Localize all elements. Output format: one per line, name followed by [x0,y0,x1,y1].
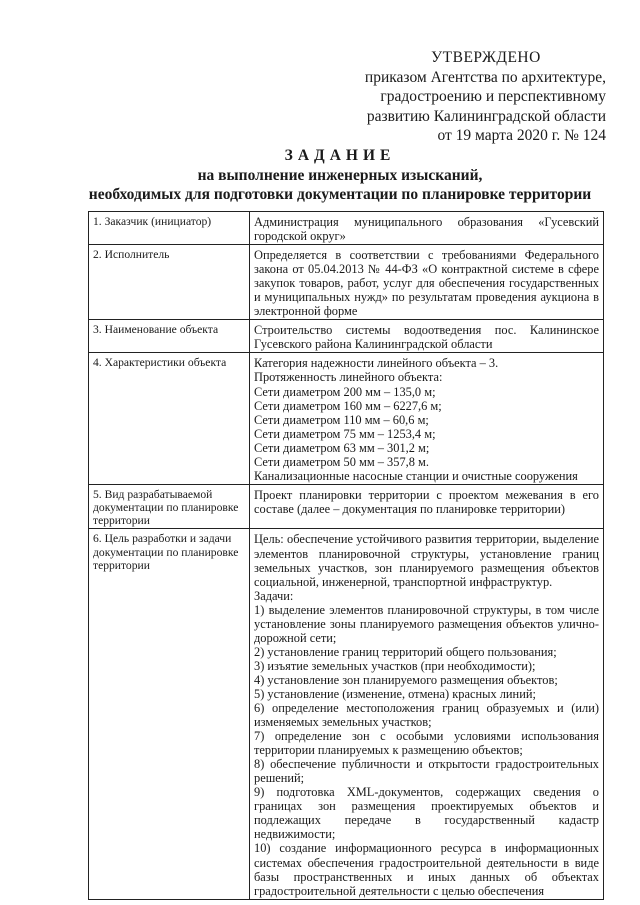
value-line: Задачи: [254,588,294,603]
row-label: 2. Исполнитель [89,245,250,320]
row-value [250,353,604,484]
value-line: 2) установление границ территорий общего пользования; [254,644,557,659]
approval-line: от 19 марта 2020 г. № 124 [437,127,606,145]
value-line: 3) изъятие земельных участков (при необходимости); [254,658,536,673]
document-title [60,146,620,205]
task-table [88,211,604,900]
value-line: Сети диаметром 110 мм – 60,6 м; [254,412,429,427]
approval-stamp [330,48,606,146]
value-line: 10) создание информационного ресурса в информационных системах обеспечения градостроительной деятельности в виде базы пространственных и иных данных об объектах градостроительной деятельности с целью обеспечения [254,841,599,898]
value-line: Сети диаметром 50 мм – 357,8 м. [254,454,429,469]
approval-line: развитию Калининградской области [366,107,606,125]
table-row [89,353,604,484]
title-line: необходимых для подготовки документации по планировке территории [88,186,592,203]
title-main: ЗАДАНИЕ [284,147,396,164]
table-row [89,484,604,529]
row-value [250,484,604,529]
value-line: Определяется в соответствии с требованиями Федерального закона от 05.04.2013 № 44-ФЗ «О контрактной системе в сфере закупок товаров, работ, услуг для обеспечения государственных и муниципальных нужд» по результатам проведения аукциона в электронной форме [254,248,599,319]
approval-line: приказом Агентства по архитектуре, [364,68,606,86]
approval-heading: УТВЕРЖДЕНО [431,49,541,66]
approval-line: градостроению и перспективному [380,88,606,106]
row-value [250,529,604,899]
table-row [89,529,604,899]
value-line: Сети диаметром 63 мм – 301,2 м; [254,440,430,455]
value-line: 6) определение местоположения границ образуемых и (или) изменяемых земельных участков; [254,701,599,730]
row-label: 5. Вид разрабатываемой документации по планировке территории [89,484,250,529]
value-line: 1) выделение элементов планировочной структуры, в том числе установление зоны планируемого размещения объектов улично-дорожной сети; [254,602,599,645]
value-line: 4) установление зон планируемого размещения объектов; [254,672,558,687]
table-row [89,245,604,320]
table-row [89,212,604,245]
value-line: Администрация муниципального образования «Гусевский городской округ» [254,215,599,244]
value-line: 8) обеспечение публичности и открытости градостроительных решений; [254,757,599,786]
row-value [250,245,604,320]
value-line: 7) определение зон с особыми условиями использования территории планируемых к размещению объектов; [254,729,599,758]
row-value [250,320,604,353]
row-value [250,212,604,245]
value-line: Категория надежности линейного объекта – 3. [254,356,499,371]
value-line: Сети диаметром 200 мм – 135,0 м; [254,384,436,399]
row-label: 3. Наименование объекта [89,320,250,353]
value-line: 5) установление (изменение, отмена) красных линий; [254,686,536,701]
value-line: Канализационные насосные станции и очистные сооружения [254,468,578,483]
value-line: Строительство системы водоотведения пос. Калининское Гусевского района Калининградской области [254,323,599,352]
value-line: 9) подготовка XML-документов, содержащих сведения о границах зон размещения проектируемых объектов и подлежащих передаче в государственный кадастр недвижимости; [254,785,599,842]
value-line: Цель: обеспечение устойчивого развития территории, выделение элементов планировочной структуры, установление границ земельных участков, зон планируемого размещения объектов социальной, инженерной, транспортной инфраструктур. [254,532,599,589]
table-row [89,320,604,353]
value-line: Сети диаметром 75 мм – 1253,4 м; [254,426,436,441]
value-line: Протяженность линейного объекта: [254,370,443,385]
row-label: 4. Характеристики объекта [89,353,250,484]
value-line: Сети диаметром 160 мм – 6227,6 м; [254,398,442,413]
title-line: на выполнение инженерных изысканий, [197,166,483,184]
row-label: 1. Заказчик (инициатор) [89,212,250,245]
value-line: Проект планировки территории с проектом межевания в его составе (далее – документация по планировке территории) [254,487,599,516]
row-label: 6. Цель разработки и задачи документации по планировке территории [89,529,250,899]
